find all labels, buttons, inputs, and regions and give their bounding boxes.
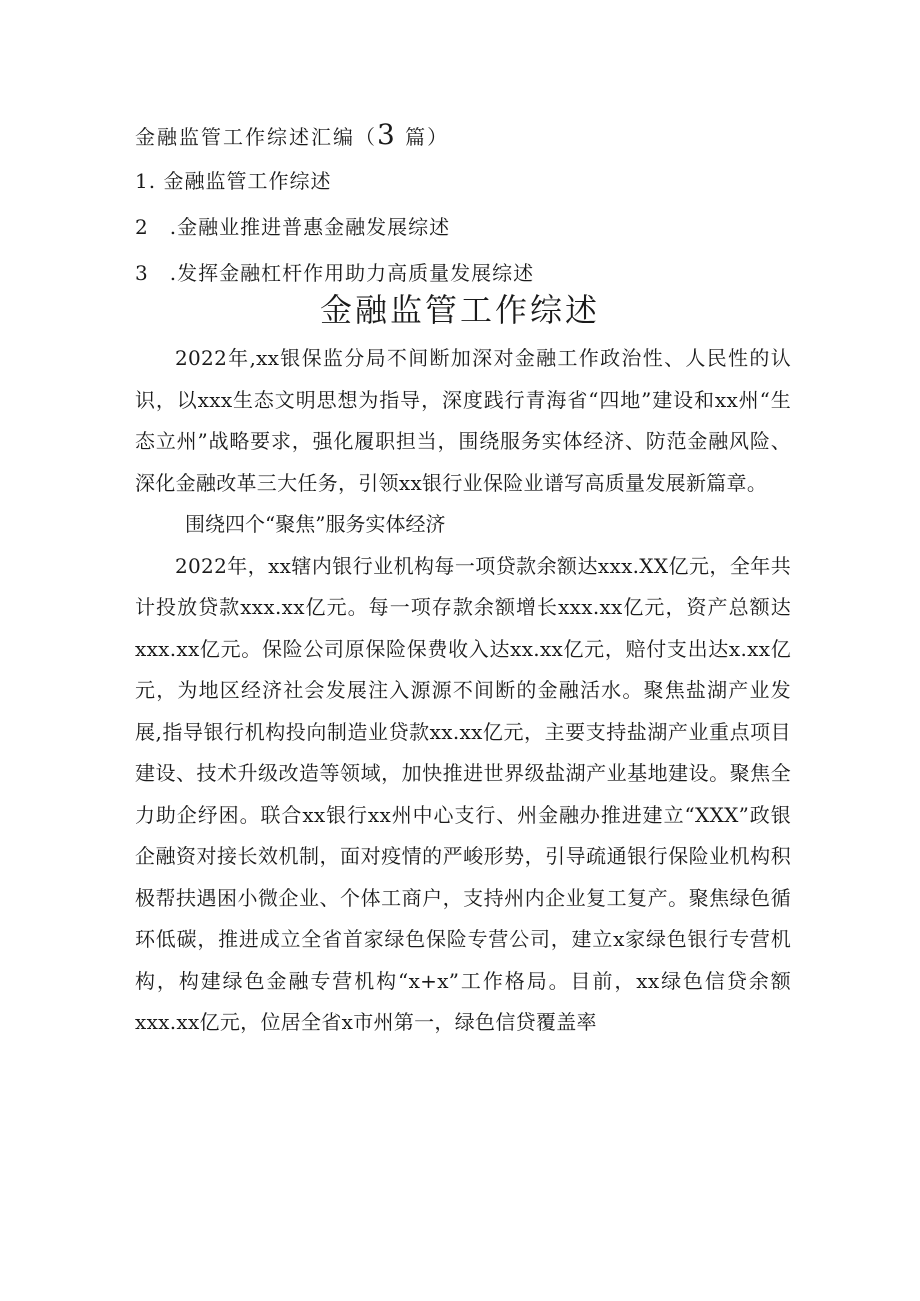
document-title: 金融监管工作综述	[319, 291, 600, 329]
intro-paragraph: 2022年,xx银保监分局不间断加深对金融工作政治性、人民性的认识，以xxx生态文明思想为指导，深度践行青海省“四地”建设和xx州“生态立州”战略要求，强化履职担当，围绕服务实体经济、防范金融风险、深化金融改革三大任务，引领xx银行业保险业谱写高质量发展新篇章。	[135, 346, 791, 495]
section-heading: 围绕四个“聚焦”服务实体经济	[185, 512, 446, 536]
toc-item-2: 2 .金融业推进普惠金融发展综述	[135, 215, 451, 239]
compilation-title	[135, 112, 795, 158]
compilation-title-paren-open: （	[355, 125, 377, 149]
body-paragraph: 2022年，xx辖内银行业机构每一项贷款余额达xxx.XX亿元，全年共计投放贷款xxx.xx亿元。每一项存款余额增长xxx.xx亿元，资产总额达xxx.xx亿元。保险公司原保险保费收入达xx.xx亿元，赔付支出达x.xx亿元，为地区经济社会发展注入源源不间断的金融活水。聚焦盐湖产业发展,指导银行机构投向制造业贷款xx.xx亿元，主要支持盐湖产业重点项目建设、技术升级改造等领域，加快推进世界级盐湖产业基地建设。聚焦全力助企纾困。联合xx银行xx州中心支行、州金融办推进建立“XXX”政银企融资对接长效机制，面对疫情的严峻形势，引导疏通银行保险业机构积极帮扶遇困小微企业、个体工商户，支持州内企业复工复产。聚焦绿色循环低碳，推进成立全省首家绿色保险专营公司，建立x家绿色银行专营机构，构建绿色金融专营机构“x+x”工作格局。目前，xx绿色信贷余额xxx.xx亿元，位居全省x市州第一，绿色信贷覆盖率	[135, 553, 791, 1034]
toc-item-1: 1. 金融监管工作综述	[135, 169, 332, 193]
compilation-title-count: 3	[377, 118, 397, 151]
toc-item-3: 3 .发挥金融杠杆作用助力高质量发展综述	[135, 261, 535, 285]
document-body	[135, 338, 791, 1044]
table-of-contents	[135, 112, 795, 296]
compilation-title-paren-close: 篇）	[396, 125, 450, 149]
compilation-title-main: 金融监管工作综述汇编	[135, 125, 355, 149]
